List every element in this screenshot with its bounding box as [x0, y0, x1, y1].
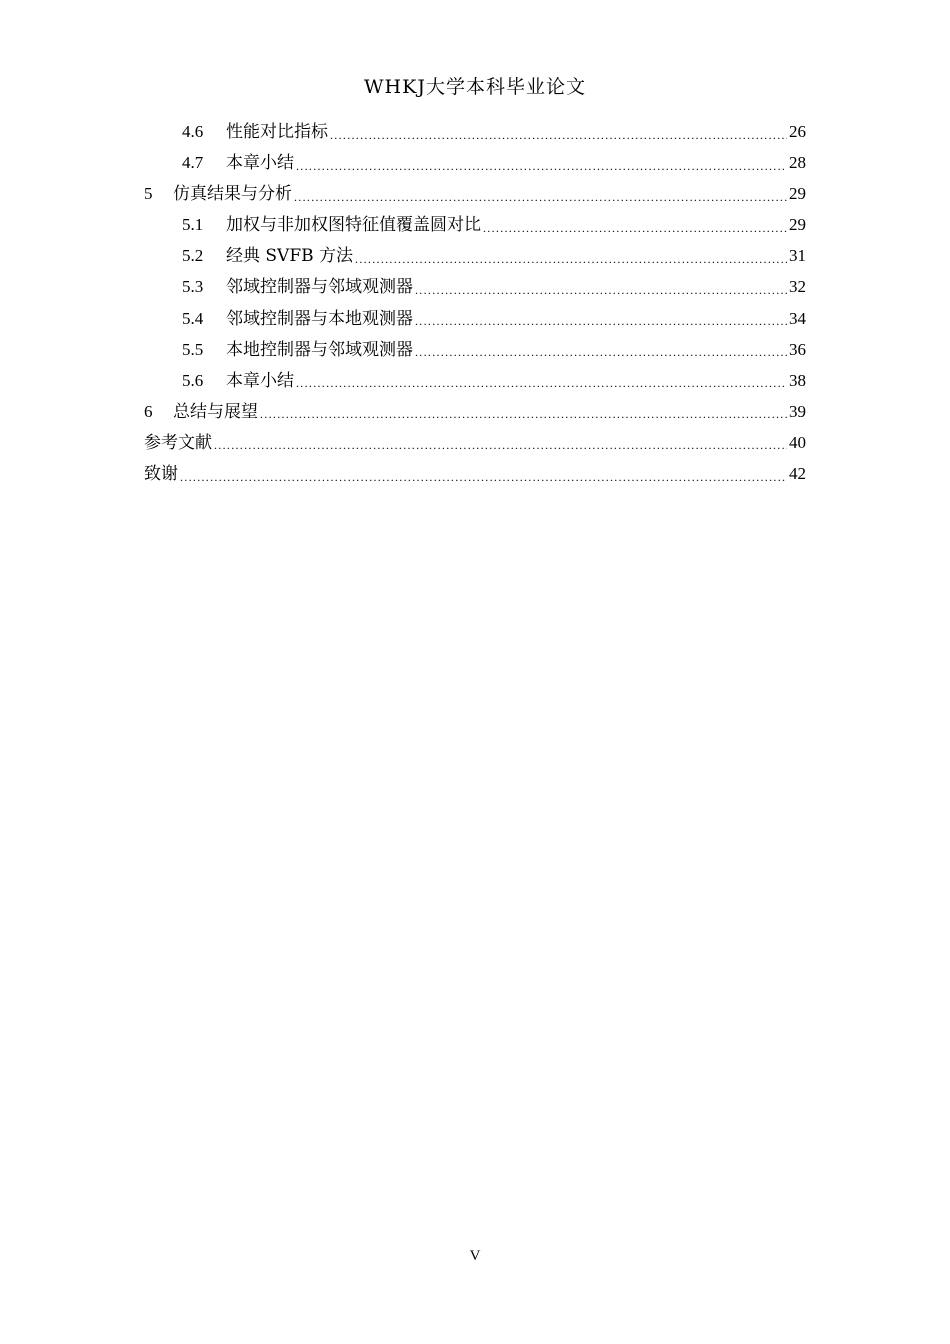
toc-entry[interactable]: [144, 334, 806, 365]
toc-entry[interactable]: [144, 458, 806, 489]
toc-leader-dots: [330, 123, 787, 141]
toc-entry-title: 本章小结: [226, 153, 294, 174]
toc-leader-dots: [415, 309, 787, 327]
toc-entry-number: 5.1: [182, 215, 204, 235]
toc-entry-title: 经典 SVFB 方法: [226, 246, 354, 267]
toc-entry[interactable]: [144, 271, 806, 302]
toc-entry-number: 5.4: [182, 308, 204, 328]
toc-entry-number: 5.2: [182, 246, 204, 266]
toc-entry[interactable]: [144, 303, 806, 334]
header-title: WHKJ大学本科毕业论文: [364, 76, 586, 98]
toc-entry[interactable]: [144, 427, 806, 458]
toc-leader-dots: [296, 371, 787, 389]
toc-entry-page: 36: [789, 339, 806, 359]
toc-leader-dots: [296, 154, 787, 172]
toc-entry-page: 28: [789, 153, 806, 173]
toc-entry-title: 仿真结果与分析: [173, 184, 292, 205]
toc-leader-dots: [415, 278, 787, 296]
toc-entry[interactable]: [144, 147, 806, 178]
toc-leader-dots: [260, 402, 787, 420]
toc-entry-page: 38: [789, 370, 806, 390]
page-number: V: [469, 1248, 481, 1264]
toc-entry-page: 34: [789, 308, 806, 328]
toc-entry-number: 5.5: [182, 339, 204, 359]
toc-leader-dots: [415, 340, 787, 358]
toc-entry[interactable]: [144, 396, 806, 427]
toc-entry-page: 40: [789, 432, 806, 452]
toc-entry-title: 邻域控制器与邻域观测器: [226, 277, 413, 298]
toc-entry[interactable]: [144, 365, 806, 396]
toc-entry-number: 4.6: [182, 122, 204, 141]
toc-leader-dots: [180, 465, 787, 483]
toc-entry-title: 总结与展望: [173, 401, 258, 422]
toc-leader-dots: [355, 247, 787, 265]
toc-leader-dots: [483, 216, 787, 234]
toc-entry-title: 参考文献: [144, 432, 212, 453]
toc-entry-page: 29: [789, 215, 806, 235]
toc-entry-number: 5.6: [182, 370, 204, 390]
toc-entry-page: 26: [789, 122, 806, 141]
toc-entry-title: 致谢: [144, 464, 178, 485]
toc-entry[interactable]: [144, 178, 806, 209]
toc-entry-title: 本地控制器与邻域观测器: [226, 339, 413, 360]
toc-leader-dots: [214, 433, 787, 451]
toc-entry-number: 5: [144, 184, 153, 204]
toc-leader-dots: [294, 185, 787, 203]
page-header: [0, 74, 950, 100]
toc-entry[interactable]: [144, 240, 806, 271]
toc-entry-title: 性能对比指标: [226, 122, 328, 142]
toc-entry-page: 42: [789, 464, 806, 484]
toc-entry-page: 29: [789, 184, 806, 204]
toc-entry-page: 39: [789, 401, 806, 421]
toc-entry-title: 本章小结: [226, 370, 294, 391]
toc-entry-page: 31: [789, 246, 806, 266]
toc-entry-title: 加权与非加权图特征值覆盖圆对比: [226, 215, 481, 236]
table-of-contents: [144, 116, 806, 489]
toc-entry-number: 6: [144, 401, 153, 421]
toc-entry-number: 5.3: [182, 277, 204, 297]
toc-entry[interactable]: [144, 116, 806, 147]
toc-entry-page: 32: [789, 277, 806, 297]
toc-entry-number: 4.7: [182, 153, 204, 173]
toc-entry[interactable]: [144, 209, 806, 240]
toc-entry-title: 邻域控制器与本地观测器: [226, 308, 413, 329]
